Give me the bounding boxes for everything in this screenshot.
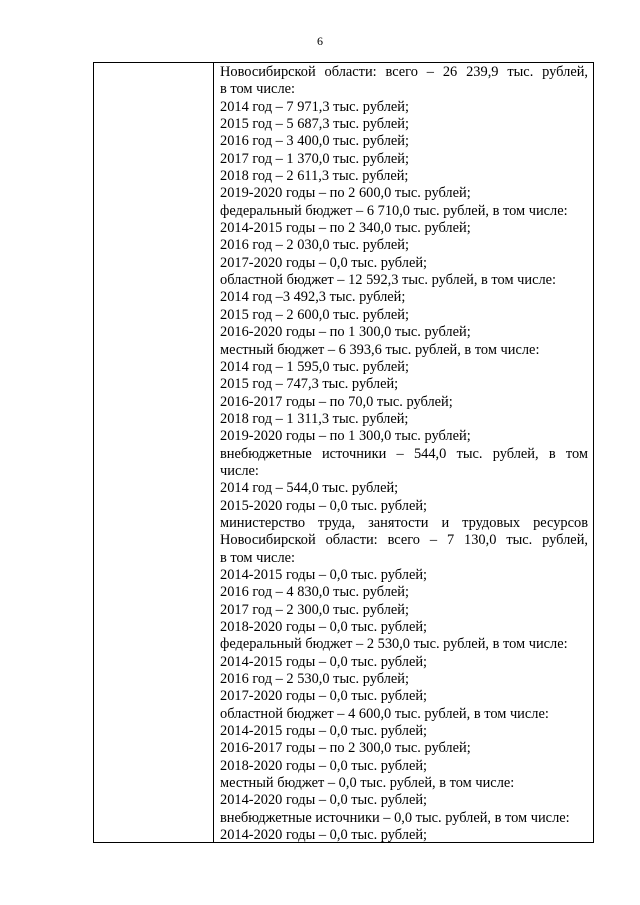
text-line: 2014-2020 годы – 0,0 тыс. рублей; — [220, 792, 428, 809]
text-line: 2014-2020 годы – 0,0 тыс. рублей; — [220, 827, 428, 844]
text-line: областной бюджет – 12 592,3 тыс. рублей, в том числе: — [220, 272, 557, 289]
text-line: министерство труда, занятости и трудовых ресурсов — [220, 514, 588, 531]
text-line: 2017 год – 1 370,0 тыс. рублей; — [220, 150, 409, 167]
text-line: областной бюджет – 4 600,0 тыс. рублей, в том числе: — [220, 705, 549, 722]
text-line: 2016 год – 2 030,0 тыс. рублей; — [220, 237, 409, 254]
text-line: 2016-2017 годы – по 2 300,0 тыс. рублей; — [220, 740, 471, 757]
table-left-cell — [94, 63, 214, 842]
text-line: 2015 год – 747,3 тыс. рублей; — [220, 376, 399, 393]
text-line: 2017-2020 годы – 0,0 тыс. рублей; — [220, 254, 428, 271]
text-line: местный бюджет – 0,0 тыс. рублей, в том числе: — [220, 775, 515, 792]
text-line: числе: — [220, 462, 259, 479]
text-line: 2014-2015 годы – 0,0 тыс. рублей; — [220, 653, 428, 670]
text-line: 2016 год – 3 400,0 тыс. рублей; — [220, 133, 409, 150]
text-line: 2015-2020 годы – 0,0 тыс. рублей; — [220, 497, 428, 514]
text-line: 2016-2017 годы – по 70,0 тыс. рублей; — [220, 393, 453, 410]
text-line: 2015 год – 2 600,0 тыс. рублей; — [220, 306, 409, 323]
text-line: 2014 год – 544,0 тыс. рублей; — [220, 480, 399, 497]
text-line: 2014-2015 годы – 0,0 тыс. рублей; — [220, 566, 428, 583]
text-line: 2015 год – 5 687,3 тыс. рублей; — [220, 116, 409, 133]
text-line: 2017 год – 2 300,0 тыс. рублей; — [220, 601, 409, 618]
text-line: 2014 год – 7 971,3 тыс. рублей; — [220, 98, 409, 115]
text-line: внебюджетные источники – 0,0 тыс. рублей, в том числе: — [220, 809, 570, 826]
page-number: 6 — [317, 34, 323, 48]
text-line: местный бюджет – 6 393,6 тыс. рублей, в том числе: — [220, 341, 540, 358]
text-line: 2018 год – 1 311,3 тыс. рублей; — [220, 410, 409, 427]
text-line: 2014 год –3 492,3 тыс. рублей; — [220, 289, 406, 306]
text-line: Новосибирской области: всего – 26 239,9 тыс. рублей, — [220, 64, 588, 80]
text-line: внебюджетные источники – 544,0 тыс. рублей, в том — [220, 445, 588, 462]
text-line: в том числе: — [220, 549, 296, 566]
text-line: 2019-2020 годы – по 1 300,0 тыс. рублей; — [220, 428, 471, 445]
text-line: 2016 год – 2 530,0 тыс. рублей; — [220, 671, 409, 688]
text-line: федеральный бюджет – 2 530,0 тыс. рублей, в том числе: — [220, 636, 568, 653]
text-line: 2019-2020 годы – по 2 600,0 тыс. рублей; — [220, 185, 471, 202]
text-line: 2014-2015 годы – 0,0 тыс. рублей; — [220, 723, 428, 740]
text-line: 2018 год – 2 611,3 тыс. рублей; — [220, 168, 409, 185]
text-line: в том числе: — [220, 81, 296, 98]
text-line: 2016-2020 годы – по 1 300,0 тыс. рублей; — [220, 324, 471, 341]
document-table — [93, 62, 594, 843]
text-line: 2014-2015 годы – по 2 340,0 тыс. рублей; — [220, 220, 471, 237]
table-right-cell — [215, 63, 593, 842]
text-line: 2016 год – 4 830,0 тыс. рублей; — [220, 584, 409, 601]
text-line: федеральный бюджет – 6 710,0 тыс. рублей, в том числе: — [220, 202, 568, 219]
text-line: 2014 год – 1 595,0 тыс. рублей; — [220, 358, 409, 375]
text-line: 2017-2020 годы – 0,0 тыс. рублей; — [220, 688, 428, 705]
text-line: 2018-2020 годы – 0,0 тыс. рублей; — [220, 757, 428, 774]
text-line: 2018-2020 годы – 0,0 тыс. рублей; — [220, 619, 428, 635]
text-line: Новосибирской области: всего – 7 130,0 тыс. рублей, — [220, 532, 588, 549]
